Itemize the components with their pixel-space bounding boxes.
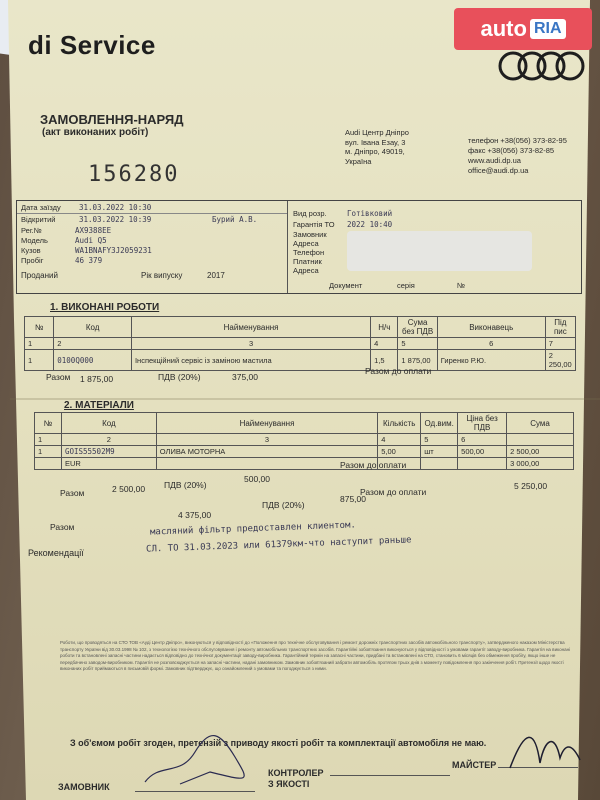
material-price: 500,00	[458, 446, 507, 458]
table-row	[25, 350, 576, 371]
col-header: Виконавець	[437, 317, 545, 338]
year-value: 2017	[207, 271, 225, 280]
works-vat-value: 375,00	[232, 372, 258, 382]
works-number-row	[25, 338, 576, 350]
materials-header-row	[35, 413, 574, 434]
contact-line: www.audi.dp.ua	[468, 156, 521, 165]
doc-subtitle: (акт виконаних робіт)	[42, 127, 149, 138]
docs-series: серія	[397, 281, 415, 290]
col-number: 2	[61, 434, 156, 446]
materials-section-title: 2. МАТЕРІАЛИ	[64, 400, 134, 411]
row-number: 1	[25, 350, 54, 371]
customer-signature	[140, 722, 260, 792]
table-row	[35, 446, 574, 458]
material-name: ОЛИВА МОТОРНА	[156, 446, 377, 458]
col-header: Під пис	[545, 317, 575, 338]
col-number: 1	[35, 434, 62, 446]
table-row	[35, 458, 574, 470]
col-header: Код	[61, 413, 156, 434]
date-label: Дата заїзду	[21, 203, 61, 212]
col-number	[507, 434, 574, 446]
works-total-value: 1 875,00	[80, 374, 114, 384]
address2-label: Адреса	[293, 266, 319, 275]
warranty-label: Гарантія ТО	[293, 220, 335, 229]
col-number: 6	[437, 338, 545, 350]
controller-signature-line	[330, 774, 450, 776]
col-number: 6	[458, 434, 507, 446]
dealer-line: Audi Центр Дніпро	[345, 128, 409, 137]
works-vat-label: ПДВ (20%)	[158, 372, 201, 382]
work-total: 2 250,00	[545, 350, 575, 371]
employee-value: Бурий А.В.	[212, 215, 258, 224]
phone-label: Телефон	[293, 248, 325, 257]
footer-statement: З об'ємом робіт згоден, претензій з приводу якості робіт та комплектації автомобіля не маю.	[70, 738, 487, 748]
terms-fine-print: Роботи, що проводяться на СТО ТОВ «Ауді Центр Дніпро», виконуються у відповідності до «Положення про технічне обслуговування і ремонт дорожніх транспортних засобів автомобільного транспорту», затвердженого наказом Міністерства транспорту України від 30.03.1998 № 102, з технологією технічного обслуговування і ремонту автомобільних транспортних засобів. Гарантійні зобов'язання виконуються у відповідності з умовами гарантії заводу-виробника. Гарантія на виконані роботи та встановлені запасні частини надається відповідно до технічної документації заводу-виробника. Гарантійний термін на запасні частини, придбані та встановлені на СТО, становить 6 місяців без обмеження пробігу, якщо інше не передбачено заводом-виробником. Гарантія не розповсюджується на запасні частини, надані замовником. Замовник зобов'язаний забрати автомобіль протягом трьох днів з моменту повідомлення про закінчення робіт. Претензії щодо якості виконаних робіт приймаються в письмовій формі. Замовник підтверджує, що ознайомлений з умовами та погоджується з ними.	[60, 640, 571, 672]
materials-table	[34, 412, 574, 470]
grand-pay-label: Разом до оплати	[360, 487, 427, 497]
materials-number-row	[35, 434, 574, 446]
dealer-address	[345, 128, 445, 166]
grand-pay-value: 5 250,00	[514, 481, 548, 491]
col-number: 4	[378, 434, 421, 446]
col-header: Сума без ПДВ	[398, 317, 437, 338]
docs-number: №	[457, 281, 466, 290]
grand-total-value: 4 375,00	[178, 510, 212, 520]
material-unit: шт	[421, 446, 458, 458]
col-header: №	[35, 413, 62, 434]
reg-value: АХ9388ЕЕ	[75, 226, 112, 235]
col-number: 5	[421, 434, 458, 446]
work-hours: 1,5	[371, 350, 398, 371]
doc-title: ЗАМОВЛЕННЯ-НАРЯД	[40, 112, 184, 127]
divider	[287, 201, 288, 293]
materials-total-label: Разом	[60, 488, 85, 498]
empty-cell	[458, 458, 507, 470]
materials-total-value: 2 500,00	[112, 484, 146, 494]
col-number: 4	[371, 338, 398, 350]
works-pay-label: Разом до оплати	[365, 366, 432, 376]
controller-label: КОНТРОЛЕР	[268, 768, 324, 778]
materials-vat-value: 500,00	[244, 474, 270, 484]
material-currency: EUR	[61, 458, 156, 470]
warranty-value: 2022 10:40	[347, 220, 393, 229]
date-value: 31.03.2022 10:30	[79, 203, 152, 212]
master-label: МАЙСТЕР	[452, 760, 497, 770]
order-info-block	[16, 200, 582, 294]
col-header: Н/ч	[371, 317, 398, 338]
work-name: Інспекційний сервіс із заміною мастила	[131, 350, 370, 371]
model-value: Audi Q5	[75, 236, 107, 245]
col-header: Найменування	[156, 413, 377, 434]
sold-label: Проданий	[21, 271, 58, 280]
col-header: Найменування	[131, 317, 370, 338]
owner-label: Замовник	[293, 230, 327, 239]
customer-label: ЗАМОВНИК	[58, 782, 110, 792]
works-header-row	[25, 317, 576, 338]
year-label: Рік випуску	[141, 271, 183, 280]
brand-title: di Service	[28, 30, 156, 60]
mileage-value: 46 379	[75, 256, 103, 265]
dealer-contacts	[468, 136, 588, 176]
col-number: 2	[54, 338, 132, 350]
dealer-line: Україна	[345, 156, 372, 166]
material-code: GOIS55502M9	[61, 446, 156, 458]
col-number: 3	[131, 338, 370, 350]
works-total-label: Разом	[46, 372, 71, 382]
row-number: 1	[35, 446, 62, 458]
reg-label: Рег.№	[21, 226, 42, 235]
col-number: 5	[398, 338, 437, 350]
opened-value: 31.03.2022 10:39	[79, 215, 152, 224]
material-sum: 2 500,00	[507, 446, 574, 458]
col-number: 1	[25, 338, 54, 350]
contact-line: телефон +38(056) 373-82-95	[468, 136, 567, 145]
col-header: Ціна без ПДВ	[458, 413, 507, 434]
grand-vat-value: 875,00	[340, 494, 366, 504]
col-header: №	[25, 317, 54, 338]
material-qty: 5,00	[378, 446, 421, 458]
grand-total-label: Разом	[50, 522, 75, 532]
material-total: 3 000,00	[507, 458, 574, 470]
works-table	[24, 316, 576, 371]
materials-pay-label: Разом до оплати	[340, 460, 407, 470]
watermark-auto-text: auto	[480, 16, 527, 41]
address-label: Адреса	[293, 239, 319, 248]
work-sum: 1 875,00	[398, 350, 437, 371]
materials-vat-label: ПДВ (20%)	[164, 480, 207, 490]
dealer-line: вул. Івана Езау, 3	[345, 137, 406, 147]
payment-value: Готівковий	[347, 209, 393, 218]
work-worker: Гиренко Р.Ю.	[437, 350, 545, 371]
col-header: Сума	[507, 413, 574, 434]
vin-label: Кузов	[21, 246, 41, 255]
col-number: 3	[156, 434, 377, 446]
work-code: 0100Q000	[54, 350, 132, 371]
recommend-line-1: масляний фільтр предоставлен клиентом.	[149, 520, 357, 538]
empty-cell	[35, 458, 62, 470]
watermark-ria-text: RIA	[530, 19, 566, 39]
vin-value: WA1BNAFY3J2059231	[75, 246, 152, 255]
recommend-label: Рекомендації	[28, 548, 84, 558]
mileage-label: Пробіг	[21, 256, 44, 265]
grand-vat-label: ПДВ (20%)	[262, 500, 305, 510]
doc-number: 156280	[88, 162, 180, 187]
audi-rings-logo	[497, 48, 587, 84]
col-header: Од.вим.	[421, 413, 458, 434]
contact-line: office@audi.dp.ua	[468, 166, 529, 175]
controller-label-2: З ЯКОСТІ	[268, 779, 310, 789]
col-header: Кількість	[378, 413, 421, 434]
master-signature	[500, 718, 590, 778]
dealer-line: м. Дніпро, 49019,	[345, 147, 405, 156]
payer-label: Платник	[293, 257, 322, 266]
payment-label: Вид розр.	[293, 209, 327, 218]
empty-cell	[421, 458, 458, 470]
autoria-watermark	[454, 8, 592, 50]
opened-label: Відкритий	[21, 215, 56, 224]
recommend-line-2: СЛ. ТО 31.03.2023 или 61379км-что наступит раньше	[145, 535, 412, 555]
docs-label: Документ	[329, 281, 363, 290]
col-header: Код	[54, 317, 132, 338]
contact-line: факс +38(056) 373-82-85	[468, 146, 555, 155]
redaction-block	[347, 231, 532, 271]
works-section-title: 1. ВИКОНАНІ РОБОТИ	[50, 302, 160, 313]
col-number: 7	[545, 338, 575, 350]
divider	[17, 213, 287, 214]
model-label: Модель	[21, 236, 48, 245]
